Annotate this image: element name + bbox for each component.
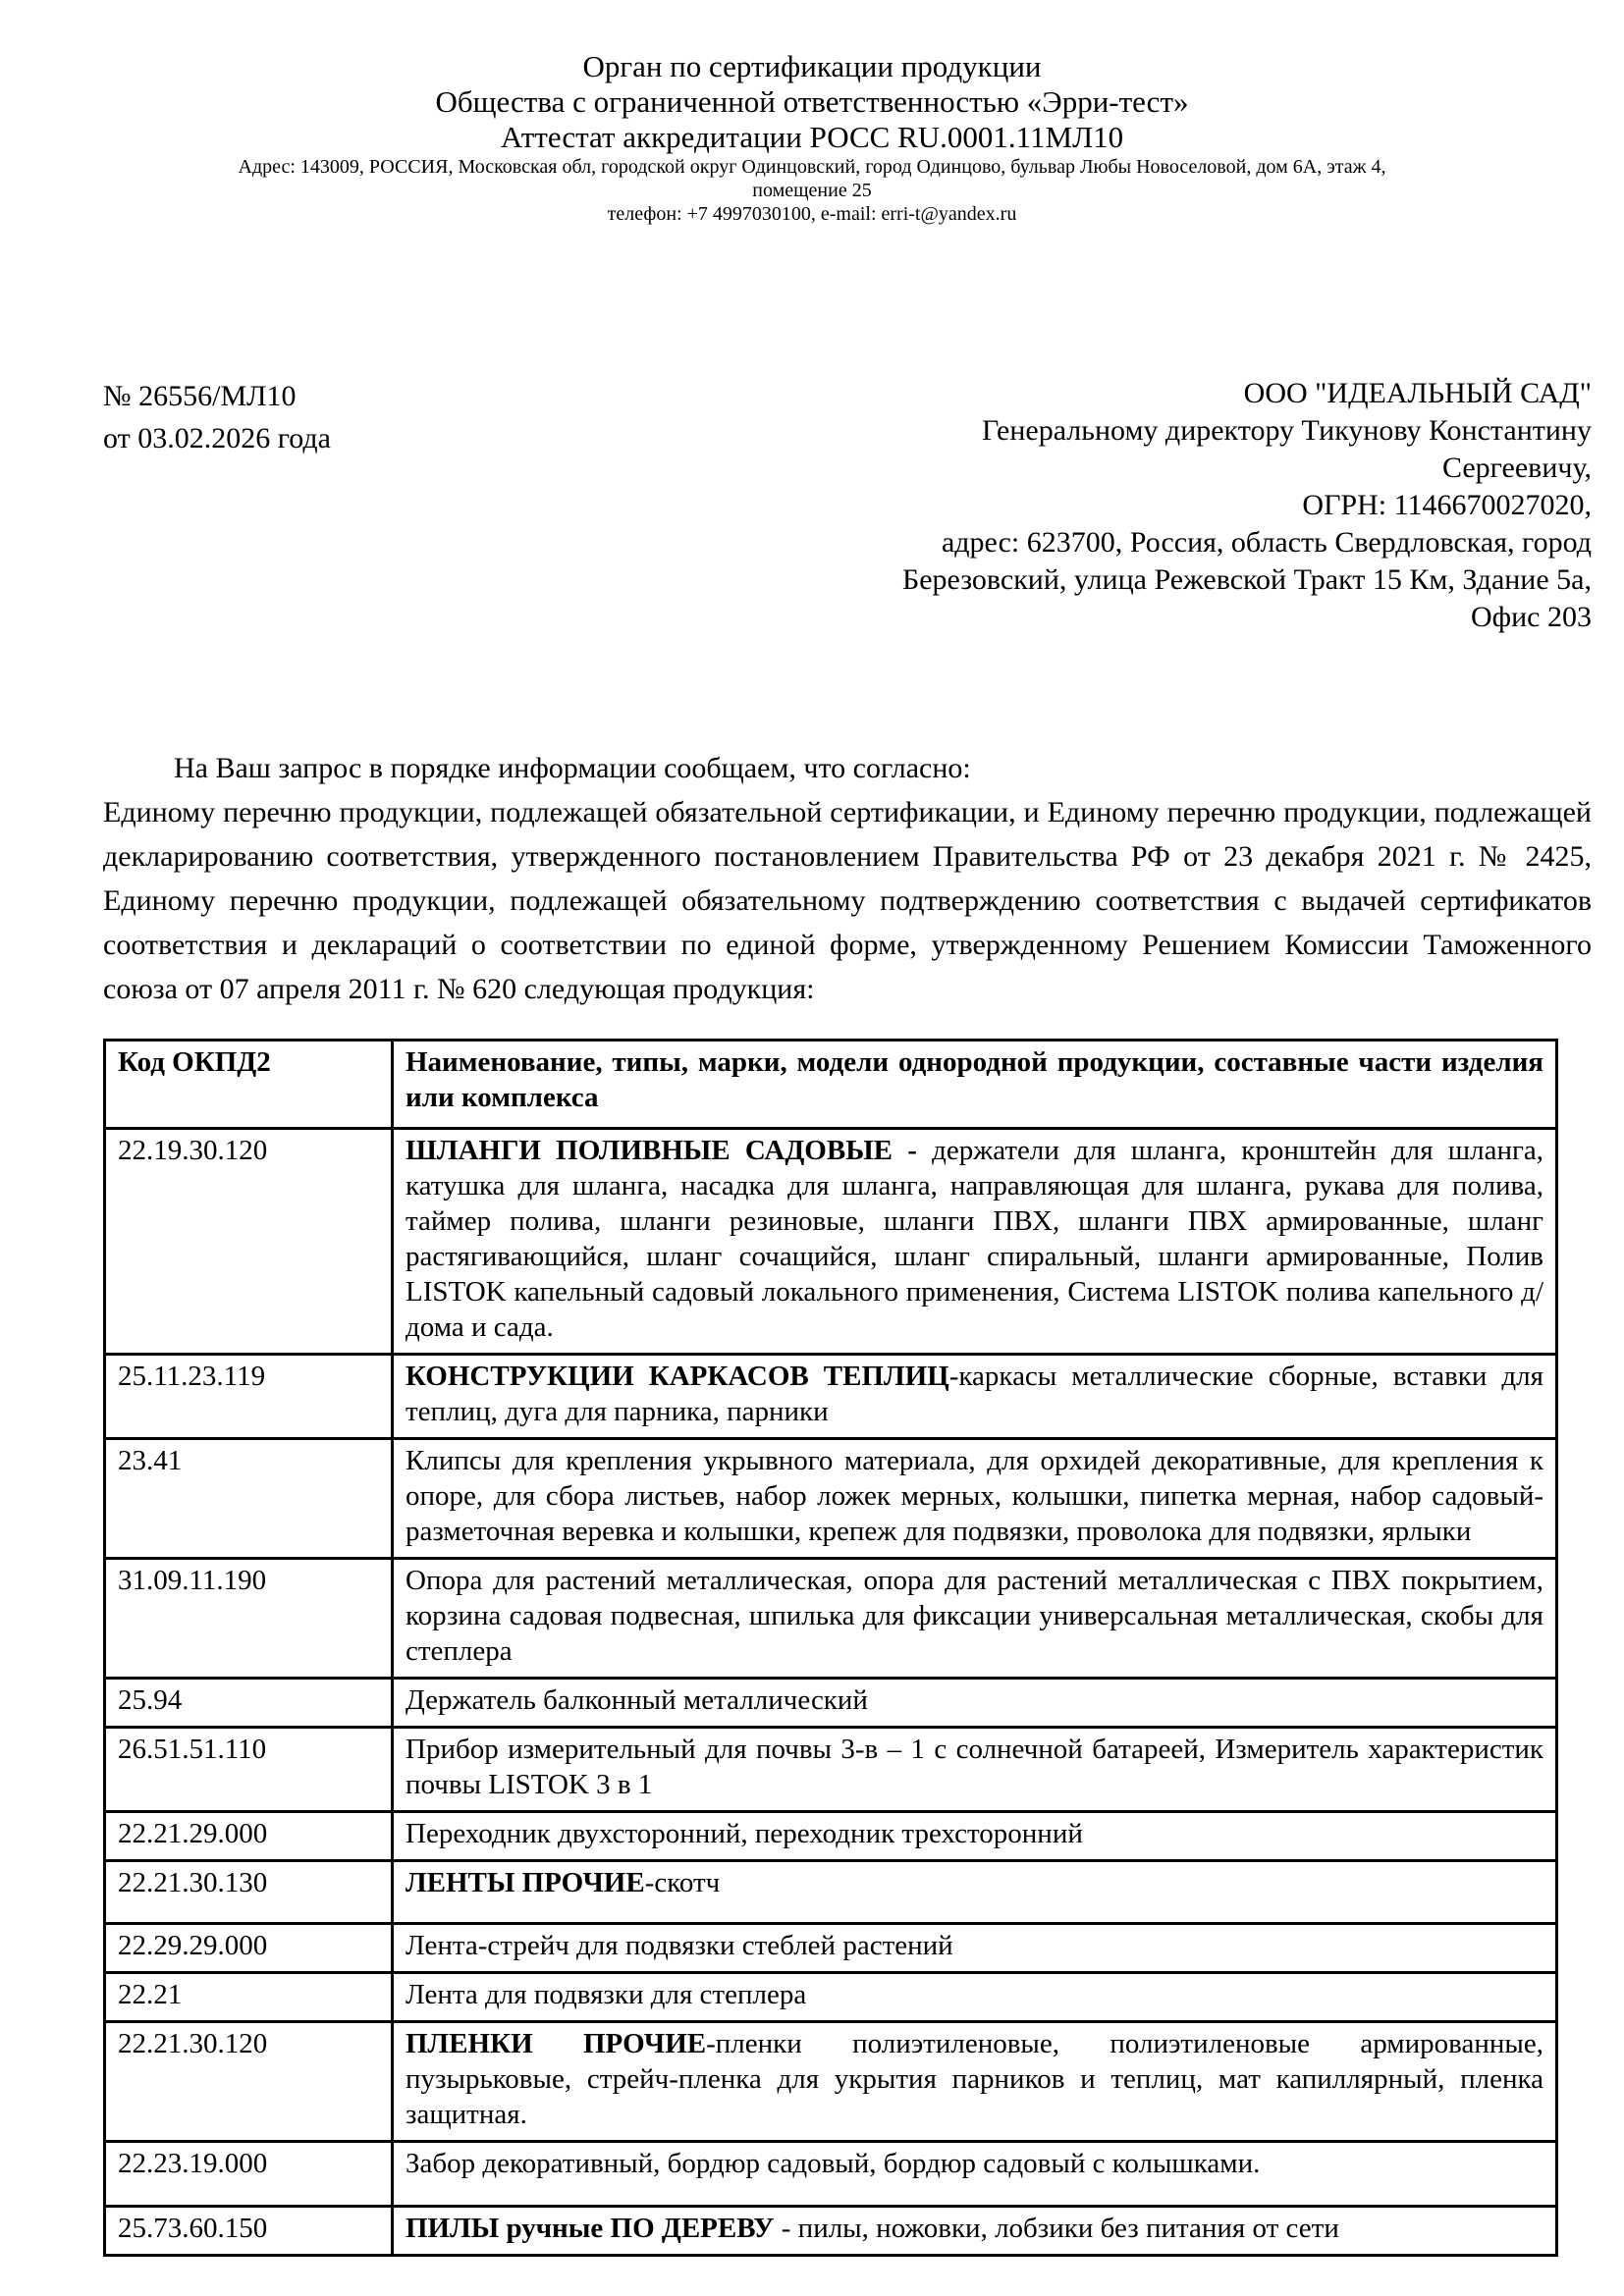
table-row [105,2207,1557,2256]
table-row [105,1679,1557,1728]
reference-addressee-row [103,375,1592,636]
letterhead-line-2: Общества с ограниченной ответственностью «Эрри-тест» [435,84,1189,119]
letter-number: № 26556/МЛ10 [103,380,297,412]
letterhead-line-3: Аттестат аккредитации РОСС RU.0001.11МЛ10 [500,120,1124,154]
products-table [103,1039,1558,2257]
addressee-line: Офис 203 [1471,601,1592,633]
product-description-cell: ЛЕНТЫ ПРОЧИЕ-скотч [393,1861,1557,1924]
product-description-cell: Опора для растений металлическая, опора для растений металлическая с ПВХ покрытием, корзина садовая подвесная, шпилька для фиксации универсальная металлическая, скобы для степлера [393,1559,1557,1679]
reference-block [103,375,331,459]
product-description-cell: Держатель балконный металлический [393,1679,1557,1728]
okpd2-code-cell: 25.11.23.119 [105,1355,393,1439]
header-code-okpd2: Код ОКПД2 [105,1041,393,1129]
product-description-cell: ШЛАНГИ ПОЛИВНЫЕ САДОВЫЕ - держатели для шланга, кронштейн для шланга, катушка для шланга, насадка для шланга, направляющая для шланга, рукава для полива, таймер полива, шланги резиновые, шланги ПВХ, шланги ПВХ армированные, шланг растягивающийся, шланг сочащийся, шланг спиральный, шланги армированные, Полив LISTOK капельный садовый локального применения, Система LISTOK полива капельного д/дома и сада. [393,1129,1557,1355]
table-row [105,1129,1557,1355]
product-description-cell: ПЛЕНКИ ПРОЧИЕ-пленки полиэтиленовые, полиэтиленовые армированные, пузырьковые, стрейч-пленка для укрытия парников и теплиц, мат капиллярный, пленка защитная. [393,2022,1557,2142]
table-header-row [105,1041,1557,1129]
product-category-name: ЛЕНТЫ ПРОЧИЕ [406,1867,645,1898]
okpd2-code-cell: 22.21 [105,1973,393,2022]
product-description-cell: Переходник двухсторонний, переходник трехсторонний [393,1812,1557,1861]
product-category-name: ПЛЕНКИ ПРОЧИЕ [406,2028,707,2059]
product-category-name: ШЛАНГИ ПОЛИВНЫЕ САДОВЫЕ - [406,1135,917,1166]
body-text [103,746,1592,1011]
addressee-line: Березовский, улица Режевской Тракт 15 Км, Здание 5а, [901,563,1592,596]
product-category-name: ПИЛЫ ручные ПО ДЕРЕВУ [406,2213,775,2244]
letterhead-contacts: телефон: +7 4997030100, e-mail: erri-t@yandex.ru [607,203,1017,225]
letterhead-address-line-2: помещение 25 [752,180,872,201]
product-category-name: КОНСТРУКЦИИ КАРКАСОВ ТЕПЛИЦ [406,1361,949,1392]
header-product-name: Наименование, типы, марки, модели однородной продукции, составные части изделия или комплекса [393,1041,1557,1129]
okpd2-code-cell: 22.21.30.120 [105,2022,393,2142]
table-row [105,1861,1557,1924]
addressee-line: ОГРН: 1146670027020, [1302,489,1592,521]
table-row [105,1973,1557,2022]
letterhead-address-line-1: Адрес: 143009, РОССИЯ, Московская обл, городской округ Одинцовский, город Одинцово, бульвар Любы Новоселовой, дом 6А, этаж 4, [238,156,1386,178]
product-description-cell: Забор декоративный, бордюр садовый, бордюр садовый с колышками. [393,2142,1557,2207]
okpd2-code-cell: 22.21.30.130 [105,1861,393,1924]
table-row [105,2022,1557,2142]
table-row [105,1559,1557,1679]
letterhead [0,0,1624,226]
okpd2-code-cell: 26.51.51.110 [105,1728,393,1812]
product-description-cell: Лента-стрейч для подвязки стеблей растений [393,1924,1557,1973]
okpd2-code-cell: 22.21.29.000 [105,1812,393,1861]
table-row [105,1355,1557,1439]
okpd2-code-cell: 31.09.11.190 [105,1559,393,1679]
okpd2-code-cell: 22.23.19.000 [105,2142,393,2207]
okpd2-code-cell: 22.19.30.120 [105,1129,393,1355]
table-row [105,1812,1557,1861]
addressee-line: адрес: 623700, Россия, область Свердловская, город [941,526,1592,559]
letterhead-line-1: Орган по сертификации продукции [582,49,1042,83]
okpd2-code-cell: 22.29.29.000 [105,1924,393,1973]
product-description-cell: Клипсы для крепления укрывного материала, для орхидей декоративные, для крепления к опоре, для сбора листьев, набор ложек мерных, колышки, пипетка мерная, набор садовый-разметочная веревка и колышки, крепеж для подвязки, проволока для подвязки, ярлыки [393,1439,1557,1559]
table-row [105,1924,1557,1973]
addressee-line: ООО "ИДЕАЛЬНЫЙ САД" [1243,377,1592,409]
product-description-cell: Лента для подвязки для степлера [393,1973,1557,2022]
okpd2-code-cell: 25.73.60.150 [105,2207,393,2256]
table-row [105,2142,1557,2207]
addressee-line: Генеральному директору Тикунову Константину [981,414,1592,447]
body-paragraph: Единому перечню продукции, подлежащей обязательной сертификации, и Единому перечню продукции, подлежащей декларированию соответствия, утвержденного постановлением Правительства РФ от 23 декабря 2021 г. № 2425, Единому перечню продукции, подлежащей обязательному подтверждению соответствия с выдачей сертификатов соответствия и деклараций о соответствии по единой форме, утвержденному Решением Комиссии Таможенного союза от 07 апреля 2011 г. № 620 следующая продукция: [103,796,1592,1005]
product-description-cell: Прибор измерительный для почвы 3-в – 1 с солнечной батареей, Измеритель характеристик почвы LISTOK 3 в 1 [393,1728,1557,1812]
okpd2-code-cell: 25.94 [105,1679,393,1728]
addressee-block [902,375,1592,636]
table-row [105,1439,1557,1559]
product-description-cell: КОНСТРУКЦИИ КАРКАСОВ ТЕПЛИЦ-каркасы металлические сборные, вставки для теплиц, дуга для парника, парники [393,1355,1557,1439]
table-row [105,1728,1557,1812]
body-intro-line: На Ваш запрос в порядке информации сообщаем, что согласно: [174,752,971,784]
addressee-line: Сергеевичу, [1441,452,1592,484]
okpd2-code-cell: 23.41 [105,1439,393,1559]
letter-date: от 03.02.2026 года [103,422,331,454]
product-description-cell: ПИЛЫ ручные ПО ДЕРЕВУ - пилы, ножовки, лобзики без питания от сети [393,2207,1557,2256]
